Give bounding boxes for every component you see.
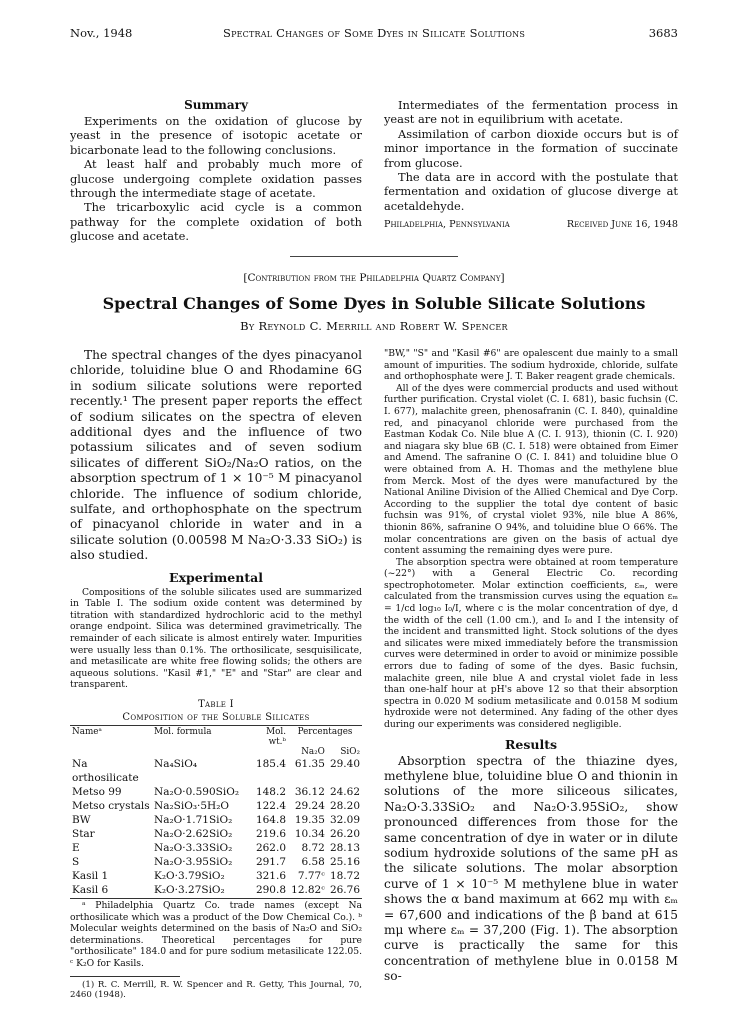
cell-name: Kasil 6	[72, 884, 109, 897]
cell-na2o: 29.24	[294, 800, 325, 813]
cell-mol-wt: 219.6	[255, 828, 286, 841]
article-title: Spectral Changes of Some Dyes in Soluble Silicate Solutions	[102, 294, 646, 313]
cell-mol-wt: 291.7	[255, 856, 286, 869]
cell-mol-wt: 290.8	[255, 884, 286, 897]
cell-name: Star	[72, 828, 95, 841]
col-header-mol-wt: Mol. wt.ᵇ	[266, 727, 286, 748]
table-row	[70, 799, 362, 813]
cell-mol-wt: 185.4	[255, 758, 286, 771]
table-row	[70, 785, 362, 799]
col-header-percentages: Percentages	[297, 727, 353, 738]
header-page-number: 3683	[648, 26, 678, 40]
cell-sio2: 26.20	[329, 828, 360, 841]
article-separator-rule	[290, 256, 458, 257]
cell-na2o: 6.58	[301, 856, 325, 869]
table-subheader-row	[70, 747, 362, 757]
summary-paragraph: The data are in accord with the postulate that fermentation and oxidation of glucose diverge at acetaldehyde.	[384, 170, 678, 213]
contribution-line: [Contribution from the Philadelphia Quartz Company]	[243, 272, 505, 284]
intro-paragraph: The spectral changes of the dyes pinacyanol chloride, toluidine blue O and Rhodamine 6G in sodium silicate solutions were reported recently.¹ The present paper reports the effect of sodium silicates on the spectra of eleven additional dyes and the influence of two potassium silicates and of seven sodium silicates of different SiO₂/Na₂O ratios, on the absorption spectrum of 1 × 10⁻⁵ M pinacyanol chloride. The influence of sodium chloride, sulfate, and orthophosphate on the spectrum of pinacyanol chloride in water and in a silicate solution (0.00598 M Na₂O·3.33 SiO₂) is also studied.	[70, 348, 362, 563]
materials-paragraph: "BW," "S" and "Kasil #6" are opalescent due mainly to a small amount of impurities. The sodium hydroxide, chloride, sulfate and orthophosphate were J. T. Baker reagent grade chemicals.	[384, 348, 678, 383]
cell-name: S	[72, 856, 80, 869]
article-left-column	[70, 348, 362, 1001]
summary-paragraph: Experiments on the oxidation of glucose by yeast in the presence of isotopic acetate or bicarbonate lead to the following conclusions.	[70, 114, 362, 157]
cell-na2o: 36.12	[294, 786, 325, 799]
cell-formula: K₂O·3.27SiO₂	[154, 884, 225, 897]
author-location: Philadelphia, Pennsylvania	[384, 219, 510, 231]
received-line	[384, 219, 678, 230]
table-header-row	[70, 727, 362, 747]
reference-footnote: (1) R. C. Merrill, R. W. Spencer and R. Getty, This Journal, 70, 2460 (1948).	[70, 979, 362, 1001]
col-header-sio2: SiO₂	[340, 747, 360, 758]
article-authors: By Reynold C. Merrill and Robert W. Spencer	[240, 319, 508, 333]
table-row	[70, 827, 362, 841]
table-caption: Table I	[198, 699, 234, 711]
col-header-formula: Mol. formula	[154, 727, 212, 738]
cell-na2o: 19.35	[294, 814, 325, 827]
cell-sio2: 24.62	[329, 786, 360, 799]
footnote-rule	[70, 976, 180, 977]
cell-formula: Na₄SiO₄	[154, 758, 198, 771]
cell-mol-wt: 164.8	[255, 814, 286, 827]
table-row	[70, 841, 362, 855]
received-date: Received June 16, 1948	[566, 219, 678, 231]
cell-name: BW	[72, 814, 91, 827]
running-header	[70, 26, 678, 42]
table-top-rule	[70, 725, 362, 726]
table-row	[70, 813, 362, 827]
cell-mol-wt: 148.2	[255, 786, 286, 799]
experimental-paragraph: Compositions of the soluble silicates used are summarized in Table I. The sodium oxide content was determined by titration with standardized hydrochloric acid to the methyl orange endpoint. Silica was determined gravimetrically. The remainder of each silicate is almost entirely water. Impurities were usually less than 0.1%. The orthosilicate, sesquisilicate, and metasilicate are white free flowing solids; the others are aqueous solutions. "Kasil #1," "E" and "Star" are clear and transparent.	[70, 586, 362, 691]
cell-formula: Na₂O·3.95SiO₂	[154, 856, 233, 869]
silicate-composition-table	[70, 727, 362, 897]
cell-sio2: 28.20	[329, 800, 360, 813]
cell-sio2: 32.09	[329, 814, 360, 827]
header-running-title: Spectral Changes of Some Dyes in Silicate Solutions	[222, 26, 526, 40]
table-body	[70, 757, 362, 897]
cell-na2o: 61.35	[294, 758, 325, 771]
cell-formula: Na₂O·0.590SiO₂	[154, 786, 240, 799]
cell-name: Metso 99	[72, 786, 122, 799]
summary-heading: Summary	[184, 98, 248, 112]
cell-sio2: 25.16	[329, 856, 360, 869]
col-header-name: Nameᵃ	[72, 727, 102, 738]
cell-sio2: 26.76	[329, 884, 360, 897]
table-row	[70, 855, 362, 869]
dyes-paragraph: All of the dyes were commercial products and used without further purification. Crystal violet (C. I. 681), basic fuchsin (C. I. 677), malachite green, phenosafranin (C. I. 840), quinaldine red, and pinacyanol chloride were purchased from the Eastman Kodak Co. Nile blue A (C. I. 913), thionin (C. I. 920) and niagara sky blue 6B (C. I. 518) were obtained from Eimer and Amend. The safranine O (C. I. 841) and toluidine blue O were obtained from A. H. Thomas and the methylene blue from Merck. Most of the dyes were manufactured by the National Aniline Division of the Allied Chemical and Dye Corp. According to the supplier the total dye content of basic fuchsin was 91%, of crystal violet 93%, nile blue A 86%, thionin 86%, safranine O 94%, and toluidine blue O 66%. The molar concentrations are given on the basis of actual dye content assuming the remaining dyes were pure.	[384, 382, 678, 557]
col-header-na2o: Na₂O	[301, 747, 325, 758]
cell-mol-wt: 321.6	[255, 870, 286, 883]
experimental-heading: Experimental	[169, 569, 263, 585]
article-right-column	[384, 348, 678, 985]
summary-paragraph: The tricarboxylic acid cycle is a common pathway for the complete oxidation of both glucose and acetate.	[70, 200, 362, 244]
summary-left-column	[70, 98, 362, 244]
cell-name: Kasil 1	[72, 870, 109, 883]
cell-na2o: 8.72	[301, 842, 325, 855]
summary-right-column	[384, 98, 678, 230]
cell-formula: Na₂O·3.33SiO₂	[154, 842, 233, 855]
cell-mol-wt: 122.4	[255, 800, 286, 813]
cell-na2o: 10.34	[294, 828, 325, 841]
cell-formula: Na₂O·2.62SiO₂	[154, 828, 233, 841]
table-row	[70, 757, 362, 785]
cell-sio2: 18.72	[329, 870, 360, 883]
summary-paragraph: Intermediates of the fermentation process in yeast are not in equilibrium with acetate.	[384, 98, 678, 127]
spectra-method-paragraph: The absorption spectra were obtained at room temperature (~22°) with a General Electric Co. recording spectrophotometer. Molar extinction coefficients, εₘ, were calculated from the transmission curves using the equation εₘ = 1/cd log₁₀ I₀/I, where c is the molar concentration of dye, d the width of the cell (1.00 cm.), and I₀ and I the intensity of the incident and transmitted light. Stock solutions of the dyes and silicates were mixed immediately before the transmission curves were determined in order to avoid or minimize possible errors due to fading of some of the dyes. Basic fuchsin, malachite green, nile blue A and crystal violet fade in less than one-half hour at pH's above 12 so that their absorption spectra in 0.020 M sodium metasilicate and 0.0158 M sodium hydroxide were not determined. Any fading of the other dyes during our experiments was considered negligible.	[384, 556, 678, 730]
table-subcaption: Composition of the Soluble Silicates	[122, 712, 310, 724]
header-date: Nov., 1948	[70, 26, 133, 40]
cell-na2o: 12.82ᶜ	[291, 884, 325, 897]
cell-name: Na orthosilicate	[72, 758, 139, 785]
cell-name: E	[72, 842, 80, 855]
cell-formula: Na₂SiO₃·5H₂O	[154, 800, 230, 813]
table-bottom-rule	[70, 898, 362, 899]
table-row	[70, 869, 362, 883]
cell-na2o: 7.77ᶜ	[297, 870, 325, 883]
cell-sio2: 29.40	[329, 758, 360, 771]
cell-name: Metso crystals	[72, 800, 150, 813]
summary-paragraph: Assimilation of carbon dioxide occurs but is of minor importance in the formation of succinate from glucose.	[384, 126, 678, 170]
table-row	[70, 883, 362, 897]
cell-mol-wt: 262.0	[255, 842, 286, 855]
cell-formula: Na₂O·1.71SiO₂	[154, 814, 233, 827]
cell-formula: K₂O·3.79SiO₂	[154, 870, 225, 883]
results-paragraph: Absorption spectra of the thiazine dyes, methylene blue, toluidine blue O and thionin in solutions of the more siliceous silicates, Na₂O·3.33SiO₂ and Na₂O·3.95SiO₂, show pronounced differences from those for the same concentration of dye in water or in dilute sodium hydroxide solutions of the same pH as the silicate solutions. The molar absorption curve of 1 × 10⁻⁵ M methylene blue in water shows the α band maximum at 662 mμ with εₘ = 67,600 and indications of the β band at 615 mμ where εₘ = 37,200 (Fig. 1). The absorption curve is practically the same for this concentration of methylene blue in 0.0158 M so-	[384, 753, 678, 984]
table-footnote: ᵃ Philadelphia Quartz Co. trade names (except Na orthosilicate which was a product of the Dow Chemical Co.). ᵇ Molecular weights determined on the basis of Na₂O and SiO₂ determinations. Theoretical percentages for pure "orthosilicate" 184.0 and for pure sodium metasilicate 122.05. ᶜ K₂O for Kasils.	[70, 900, 362, 969]
cell-sio2: 28.13	[329, 842, 360, 855]
summary-paragraph: At least half and probably much more of glucose undergoing complete oxidation passes through the intermediate stage of acetate.	[70, 157, 362, 201]
results-heading: Results	[504, 736, 558, 752]
